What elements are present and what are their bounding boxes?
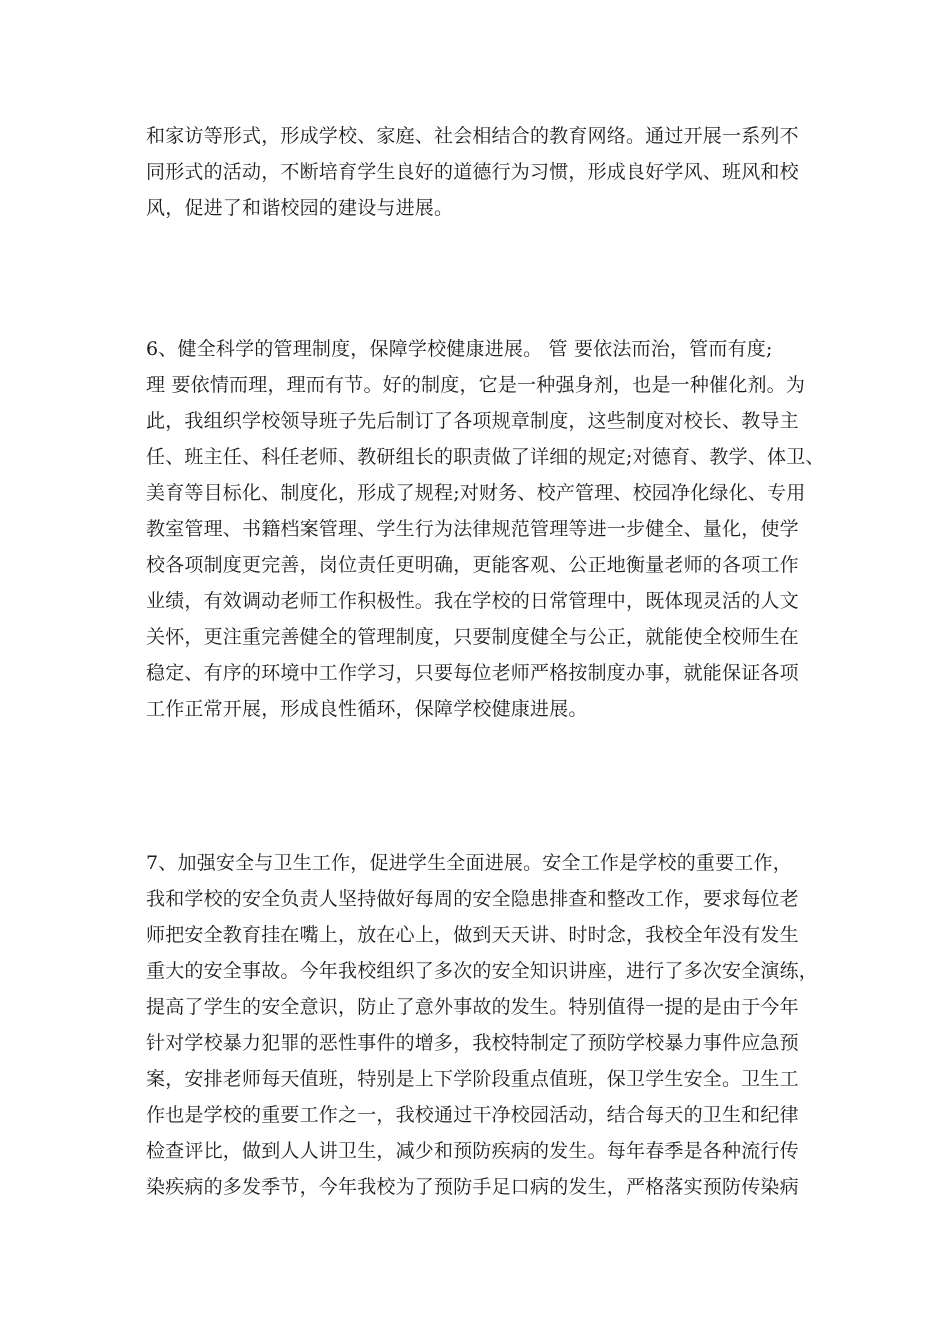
text-line: 关怀，更注重完善健全的管理制度，只要制度健全与公正，就能使全校师生在: [146, 626, 799, 648]
text-line: 7、加强安全与卫生工作，促进学生全面进展。安全工作是学校的重要工作，: [146, 852, 792, 874]
text-line: 同形式的活动，不断培育学生良好的道德行为习惯，形成良好学风、班风和校: [146, 161, 799, 183]
text-line: 工作正常开展，形成良性循环，保障学校健康进展。: [146, 698, 588, 720]
text-line: 任、班主任、科任老师、教研组长的职责做了详细的规定;对德育、教学、体卫、: [146, 446, 825, 468]
text-line: 重大的安全事故。今年我校组织了多次的安全知识讲座，进行了多次安全演练，: [146, 960, 819, 982]
paragraph-home-visits: [146, 118, 826, 226]
text-line: 6、健全科学的管理制度，保障学校健康进展。 管 要依法而治，管而有度;: [146, 338, 773, 360]
text-line: 和家访等形式，形成学校、家庭、社会相结合的教育网络。通过开展一系列不: [146, 125, 799, 147]
text-line: 此，我组织学校领导班子先后制订了各项规章制度，这些制度对校长、教导主: [146, 410, 799, 432]
paragraph-management-system: [146, 331, 826, 727]
text-line: 校各项制度更完善，岗位责任更明确，更能客观、公正地衡量老师的各项工作: [146, 554, 799, 576]
text-line: 业绩，有效调动老师工作积极性。我在学校的日常管理中，既体现灵活的人文: [146, 590, 799, 612]
text-line: 师把安全教育挂在嘴上，放在心上，做到天天讲、时时念，我校全年没有发生: [146, 924, 799, 946]
text-line: 提高了学生的安全意识，防止了意外事故的发生。特别值得一提的是由于今年: [146, 996, 799, 1018]
text-line: 我和学校的安全负责人坚持做好每周的安全隐患排查和整改工作，要求每位老: [146, 888, 799, 910]
text-line: 理 要依情而理，理而有节。好的制度，它是一种强身剂，也是一种催化剂。为: [146, 374, 806, 396]
paragraph-safety-hygiene: [146, 845, 826, 1205]
text-line: 作也是学校的重要工作之一，我校通过干净校园活动，结合每天的卫生和纪律: [146, 1104, 799, 1126]
text-line: 稳定、有序的环境中工作学习，只要每位老师严格按制度办事，就能保证各项: [146, 662, 799, 684]
text-line: 检查评比，做到人人讲卫生，减少和预防疾病的发生。每年春季是各种流行传: [146, 1140, 799, 1162]
text-line: 针对学校暴力犯罪的恶性事件的增多，我校特制定了预防学校暴力事件应急预: [146, 1032, 799, 1054]
text-line: 美育等目标化、制度化，形成了规程;对财务、校产管理、校园净化绿化、专用: [146, 482, 806, 504]
text-line: 教室管理、书籍档案管理、学生行为法律规范管理等进一步健全、量化，使学: [146, 518, 799, 540]
text-line: 染疾病的多发季节，今年我校为了预防手足口病的发生，严格落实预防传染病: [146, 1176, 799, 1198]
text-line: 风，促进了和谐校园的建设与进展。: [146, 197, 454, 219]
text-line: 案，安排老师每天值班，特别是上下学阶段重点值班，保卫学生安全。卫生工: [146, 1068, 799, 1090]
